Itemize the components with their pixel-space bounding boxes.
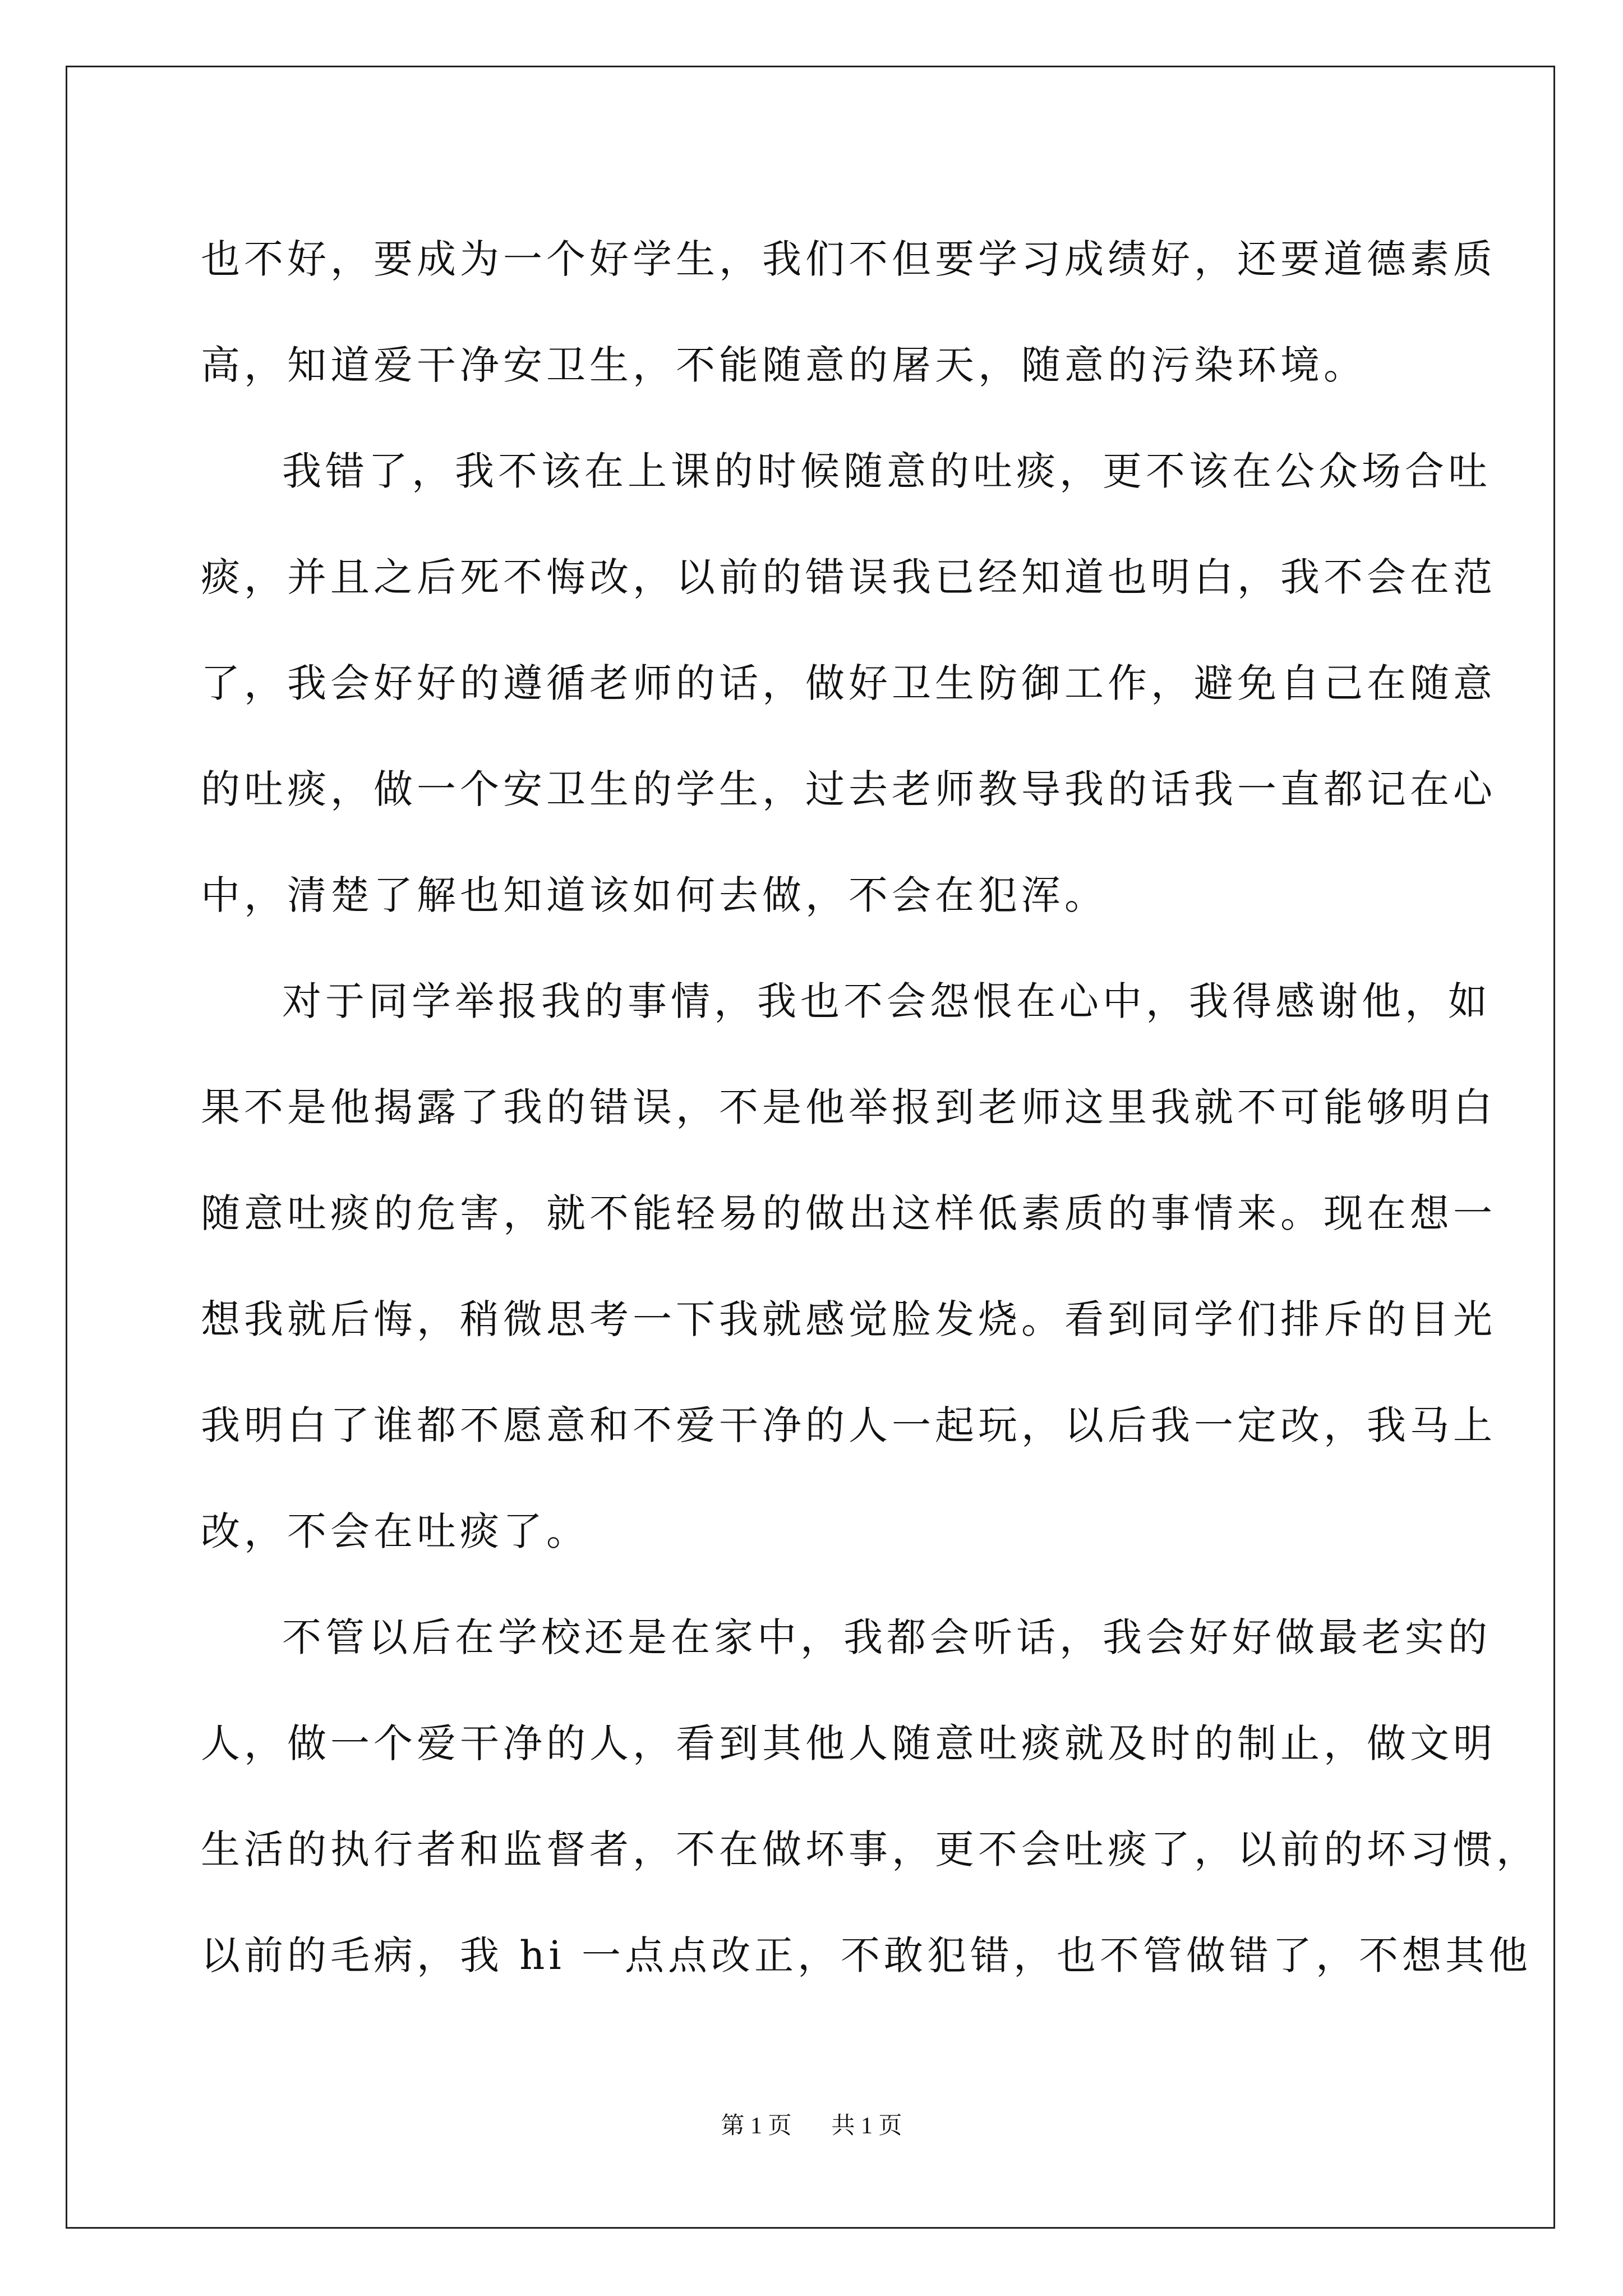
text-line: 我明白了谁都不愿意和不爱干净的人一起玩，以后我一定改，我马上 (201, 1402, 1496, 1448)
document-body (201, 206, 1539, 2009)
text-line: 人，做一个爱干净的人，看到其他人随意吐痰就及时的制止，做文明 (201, 1720, 1496, 1766)
text-line: 改，不会在吐痰了。 (201, 1508, 589, 1554)
text-line: 了，我会好好的遵循老师的话，做好卫生防御工作，避免自己在随意 (201, 660, 1496, 706)
text-line: 高，知道爱干净安卫生，不能随意的屠天，随意的污染环境。 (201, 342, 1367, 388)
paragraph-first-line: 不管以后在学校还是在家中，我都会听话，我会好好做最老实的 (282, 1614, 1491, 1660)
text-line: 中，清楚了解也知道该如何去做，不会在犯浑。 (201, 872, 1108, 918)
paragraph-first-line: 对于同学举报我的事情，我也不会怨恨在心中，我得感谢他，如 (282, 978, 1491, 1024)
text-line: 以前的毛病，我 hi 一点点改正，不敢犯错，也不管做错了，不想其他 (201, 1932, 1532, 1978)
total-pages: 共 1 页 (831, 2113, 902, 2139)
text-line: 也不好，要成为一个好学生，我们不但要学习成绩好，还要道德素质 (201, 236, 1496, 282)
text-line: 生活的执行者和监督者，不在做坏事，更不会吐痰了，以前的坏习惯， (201, 1826, 1539, 1872)
text-line: 想我就后悔，稍微思考一下我就感觉脸发烧。看到同学们排斥的目光 (201, 1296, 1496, 1342)
text-line: 随意吐痰的危害，就不能轻易的做出这样低素质的事情来。现在想一 (201, 1190, 1496, 1236)
text-line: 果不是他揭露了我的错误，不是他举报到老师这里我就不可能够明白 (201, 1084, 1496, 1130)
page-footer (0, 2109, 1623, 2143)
paragraph-first-line: 我错了，我不该在上课的时候随意的吐痰，更不该在公众场合吐 (282, 448, 1491, 494)
page-number: 第 1 页 (721, 2113, 792, 2139)
text-line: 的吐痰，做一个安卫生的学生，过去老师教导我的话我一直都记在心 (201, 766, 1496, 812)
text-line: 痰，并且之后死不悔改，以前的错误我已经知道也明白，我不会在范 (201, 554, 1496, 600)
